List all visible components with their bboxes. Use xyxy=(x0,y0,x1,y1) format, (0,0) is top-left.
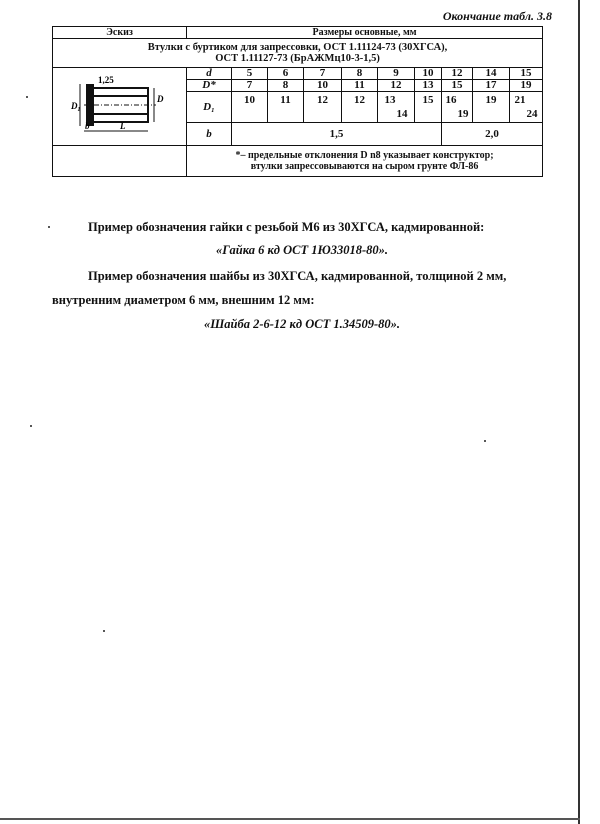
cell-D1-top: 11 xyxy=(280,94,291,106)
cell-D: 11 xyxy=(342,80,378,92)
scan-speck xyxy=(48,226,50,228)
header-sketch: Эскиз xyxy=(53,27,187,39)
label-D1: D₁ xyxy=(187,92,232,123)
sketch-label-b: b xyxy=(84,121,89,131)
cell-D1-top: 12 xyxy=(354,94,365,106)
cell-D1-bottom: 24 xyxy=(526,108,538,120)
scan-bottom-edge xyxy=(0,818,580,820)
cell-D1 xyxy=(473,92,510,123)
row-d xyxy=(53,68,543,80)
table-note-line1: *– предельные отклонения D n8 указывает конструктор; xyxy=(235,150,494,161)
sketch-outer-body xyxy=(92,88,148,122)
table-title-line2: ОСТ 1.11127-73 (БрАЖМц10-3-1,5) xyxy=(215,53,380,64)
label-b: b xyxy=(187,123,232,146)
table-note xyxy=(187,146,543,177)
cell-D: 12 xyxy=(378,80,415,92)
cell-D: 13 xyxy=(415,80,442,92)
cell-d: 7 xyxy=(304,68,342,80)
sketch-label-d1: D₁ xyxy=(70,101,81,111)
paragraph-nut-example: Пример обозначения гайки с резьбой М6 из 30ХГСА, кадмированной: xyxy=(88,220,485,234)
cell-D1-bottom: 14 xyxy=(396,108,408,120)
cell-D1 xyxy=(378,92,415,123)
cell-D1 xyxy=(342,92,378,123)
table-title xyxy=(53,39,543,68)
table-note-line2: втулки запрессовываются на сыром грунте ФЛ-86 xyxy=(250,161,479,172)
sketch-cell xyxy=(53,68,187,146)
sketch-label-125: 1,25 xyxy=(97,75,114,85)
cell-D1-top: 13 xyxy=(384,94,396,106)
header-row xyxy=(53,27,543,39)
cell-d: 10 xyxy=(415,68,442,80)
scan-speck xyxy=(26,96,28,98)
note-row xyxy=(53,146,543,177)
scan-speck xyxy=(103,630,105,632)
paragraph-washer-line2: внутренним диаметром 6 мм, внешним 12 мм: xyxy=(52,293,315,307)
paragraph-washer-line1: Пример обозначения шайбы из 30ХГСА, кадмированной, толщиной 2 мм, xyxy=(88,269,507,283)
cell-d: 5 xyxy=(232,68,268,80)
cell-D1-bottom: 19 xyxy=(457,108,469,120)
cell-D1-top: 16 xyxy=(445,94,457,106)
bushing-table xyxy=(52,26,543,177)
nut-designation: «Гайка 6 кд ОСТ 1Ю33018-80». xyxy=(216,243,388,257)
header-sizes: Размеры основные, мм xyxy=(187,27,543,39)
cell-D1 xyxy=(442,92,473,123)
label-D: D* xyxy=(187,80,232,92)
cell-d: 9 xyxy=(378,68,415,80)
cell-D: 15 xyxy=(442,80,473,92)
cell-D1-top: 15 xyxy=(422,94,434,106)
cell-D1-top: 10 xyxy=(244,94,255,106)
cell-d: 8 xyxy=(342,68,378,80)
label-d: d xyxy=(187,68,232,80)
bushing-sketch xyxy=(70,74,170,136)
table-title-line1: Втулки с буртиком для запрессовки, ОСТ 1.11124-73 (30ХГСА), xyxy=(147,42,448,53)
cell-D: 10 xyxy=(304,80,342,92)
cell-D1-top: 19 xyxy=(485,94,497,106)
scan-speck xyxy=(30,425,32,427)
note-empty-cell xyxy=(53,146,187,177)
cell-d: 15 xyxy=(510,68,543,80)
cell-D1-top: 21 xyxy=(514,94,526,106)
cell-D1 xyxy=(232,92,268,123)
cell-D1 xyxy=(304,92,342,123)
cell-D1 xyxy=(415,92,442,123)
cell-d: 12 xyxy=(442,68,473,80)
scan-right-edge xyxy=(578,0,580,824)
cell-d: 6 xyxy=(268,68,304,80)
cell-d: 14 xyxy=(473,68,510,80)
cell-D: 19 xyxy=(510,80,543,92)
cell-b-left: 1,5 xyxy=(232,123,442,146)
washer-designation: «Шайба 2-6-12 кд ОСТ 1.34509-80». xyxy=(203,317,401,331)
table-caption: Окончание табл. 3.8 xyxy=(442,9,552,23)
cell-D: 8 xyxy=(268,80,304,92)
cell-D1 xyxy=(510,92,543,123)
cell-D1 xyxy=(268,92,304,123)
cell-D1-top: 12 xyxy=(317,94,328,106)
cell-D: 17 xyxy=(473,80,510,92)
title-row xyxy=(53,39,543,68)
sketch-label-l: L xyxy=(119,121,125,131)
sketch-label-d: D xyxy=(156,94,163,104)
scan-speck xyxy=(484,440,486,442)
cell-b-right: 2,0 xyxy=(442,123,543,146)
cell-D: 7 xyxy=(232,80,268,92)
